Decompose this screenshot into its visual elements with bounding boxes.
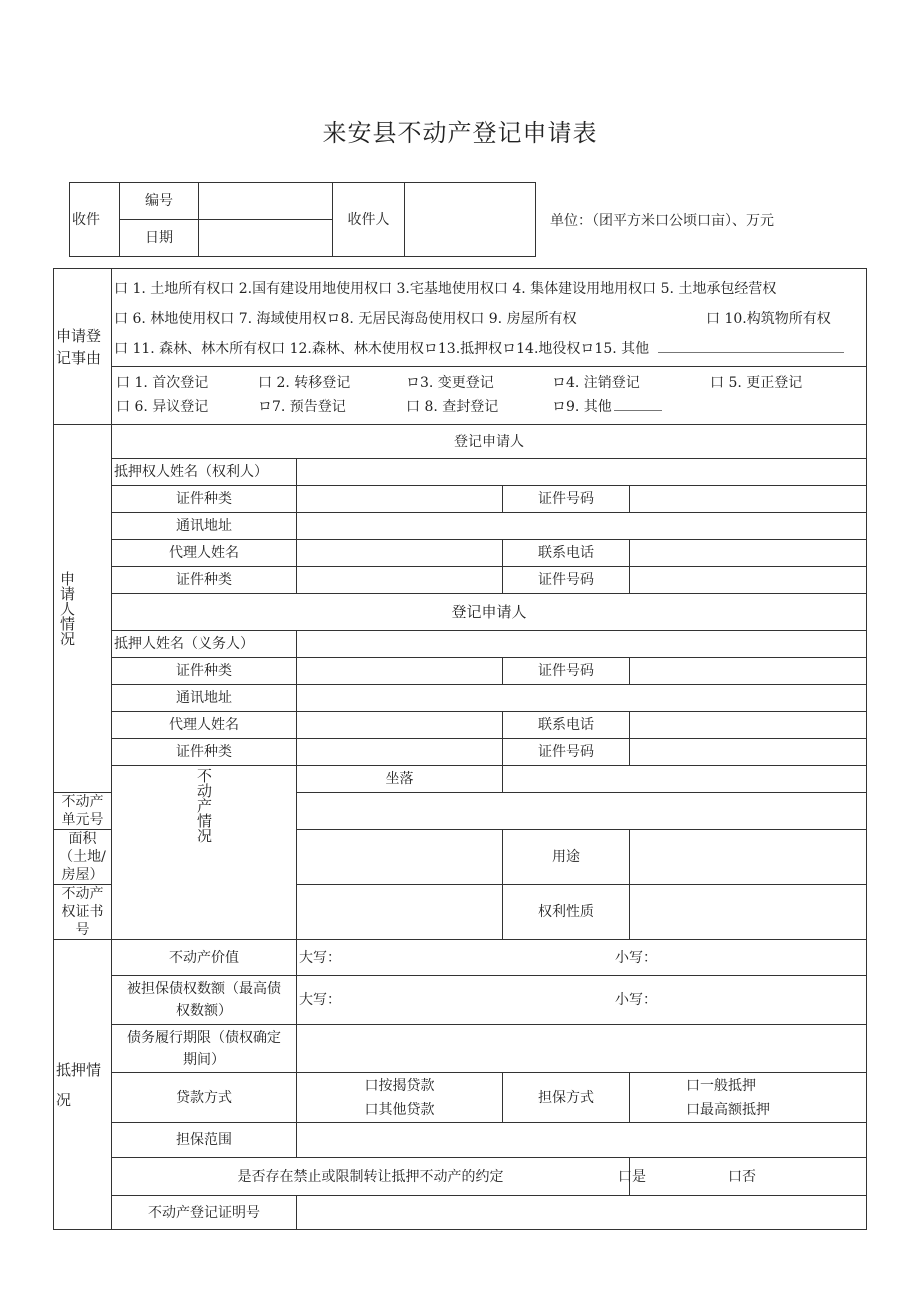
location-field[interactable]	[503, 766, 867, 793]
receiver-label: 收件人	[333, 183, 405, 257]
type-correction[interactable]: 口 5. 更正登记	[710, 374, 803, 391]
restriction-no-option[interactable]: 口否	[728, 1168, 756, 1185]
cert-proof-field[interactable]	[297, 1196, 867, 1230]
a1-agent-id-type-label: 证件种类	[112, 567, 297, 594]
mortgagor-name-label: 抵押人姓名（义务人）	[112, 631, 297, 658]
a1-id-number-field[interactable]	[630, 486, 867, 513]
term-field[interactable]	[297, 1025, 867, 1073]
a2-id-number-field[interactable]	[630, 658, 867, 685]
usage-label: 用途	[503, 830, 630, 885]
unit-note: 单位：（团平方米口公顷口亩）、万元	[550, 213, 774, 229]
type-seizure[interactable]: 口 8. 查封登记	[406, 398, 499, 415]
debt-upper-label: 大写：	[299, 992, 341, 1008]
a1-id-number-label: 证件号码	[503, 486, 630, 513]
type-other[interactable]	[552, 398, 662, 416]
term-line2: 期间）	[183, 1051, 225, 1068]
a2-id-number-label: 证件号码	[503, 658, 630, 685]
date-field[interactable]	[199, 220, 333, 257]
usage-field[interactable]	[630, 830, 867, 885]
debt-lower-label: 小写：	[615, 992, 657, 1008]
value-lower-label: 小写：	[615, 949, 657, 966]
value-field[interactable]	[297, 940, 867, 976]
rights-options	[112, 269, 867, 367]
other-right-blank[interactable]	[658, 340, 844, 353]
rights-line-1[interactable]: 口 1. 土地所有权口 2.国有建设用地使用权口 3.宅基地使用权口 4. 集体建设用地用权口 5. 土地承包经营权	[114, 280, 777, 297]
debt-amount-line1: 被担保债权数额（最高债	[127, 981, 281, 997]
cert-no-field[interactable]	[297, 885, 503, 940]
page-title: 来安县不动产登记申请表	[322, 119, 598, 147]
unit-no-label: 不动产单元号	[54, 793, 112, 830]
restriction-yes-option[interactable]: 口是	[618, 1168, 646, 1185]
a2-agent-label: 代理人姓名	[112, 712, 297, 739]
a1-phone-field[interactable]	[630, 540, 867, 567]
property-section-label: 不动产情况	[112, 766, 297, 940]
number-field[interactable]	[199, 183, 333, 220]
type-cancel[interactable]: ロ4. 注销登记	[552, 374, 640, 391]
type-first[interactable]: 口 1. 首次登记	[116, 374, 209, 391]
a2-agent-field[interactable]	[297, 712, 503, 739]
a2-id-type-field[interactable]	[297, 658, 503, 685]
a1-phone-label: 联系电话	[503, 540, 630, 567]
a2-phone-field[interactable]	[630, 712, 867, 739]
cert-no-label: 不动产权证书号	[54, 885, 112, 940]
applicant1-header: 登记申请人	[112, 425, 867, 459]
a2-address-label: 通讯地址	[112, 685, 297, 712]
registration-types	[112, 367, 867, 425]
debt-amount-line2: 权数额）	[176, 1003, 232, 1019]
restriction-label: 是否存在禁止或限制转让抵押不动产的约定	[112, 1158, 630, 1196]
mortgagee-name-label: 抵押权人姓名（权利人）	[112, 459, 297, 486]
type-change[interactable]: ロ3. 变更登记	[406, 374, 494, 391]
a1-address-label: 通讯地址	[112, 513, 297, 540]
a2-phone-label: 联系电话	[503, 712, 630, 739]
value-label: 不动产价值	[112, 940, 297, 976]
guarantee-method-label: 担保方式	[503, 1073, 630, 1123]
debt-amount-label	[112, 976, 297, 1025]
application-table	[53, 268, 867, 1230]
a2-agent-id-number-field[interactable]	[630, 739, 867, 766]
term-line1: 债务履行期限（债权确定	[127, 1029, 281, 1046]
a1-agent-id-number-field[interactable]	[630, 567, 867, 594]
loan-method-options	[297, 1073, 503, 1123]
type-other-label: ロ9. 其他	[552, 398, 612, 415]
a2-address-field[interactable]	[297, 685, 867, 712]
term-label	[112, 1025, 297, 1073]
unit-no-field[interactable]	[297, 793, 867, 830]
rights-line-2[interactable]: 口 6. 林地使用权口 7. 海域使用权ロ8. 无居民海岛使用权口 9. 房屋所有权	[114, 310, 577, 327]
right-nature-field[interactable]	[630, 885, 867, 940]
right-10-option[interactable]: 口 10.构筑物所有权	[706, 310, 831, 327]
type-transfer[interactable]: 口 2. 转移登记	[258, 374, 351, 391]
reason-section-label: 申请登记事由	[54, 269, 112, 425]
type-objection[interactable]: 口 6. 异议登记	[116, 398, 209, 415]
debt-amount-field[interactable]	[297, 976, 867, 1025]
scope-field[interactable]	[297, 1123, 867, 1158]
a2-id-type-label: 证件种类	[112, 658, 297, 685]
mortgagor-name-field[interactable]	[297, 631, 867, 658]
a1-agent-id-type-field[interactable]	[297, 567, 503, 594]
a1-agent-label: 代理人姓名	[112, 540, 297, 567]
loan-other-option[interactable]: 口其他贷款	[364, 1101, 435, 1118]
a1-id-type-label: 证件种类	[112, 486, 297, 513]
loan-method-label: 贷款方式	[112, 1073, 297, 1123]
guar-max-option[interactable]: 口最高额抵押	[686, 1101, 770, 1118]
area-label: 面积（土地/房屋）	[54, 830, 112, 885]
receipt-label: 收件	[70, 183, 120, 257]
location-label: 坐落	[297, 766, 503, 793]
mortgage-section-label: 抵押情况	[54, 940, 112, 1230]
a2-agent-id-type-field[interactable]	[297, 739, 503, 766]
a1-agent-field[interactable]	[297, 540, 503, 567]
a1-address-field[interactable]	[297, 513, 867, 540]
guar-general-option[interactable]: 口一般抵押	[686, 1077, 756, 1094]
cert-proof-label: 不动产登记证明号	[112, 1196, 297, 1230]
a1-agent-id-number-label: 证件号码	[503, 567, 630, 594]
receiver-field[interactable]	[405, 183, 536, 257]
a1-id-type-field[interactable]	[297, 486, 503, 513]
guarantee-method-options	[630, 1073, 867, 1123]
scope-label: 担保范围	[112, 1123, 297, 1158]
type-advance[interactable]: ロ7. 预告登记	[258, 398, 346, 415]
right-nature-label: 权利性质	[503, 885, 630, 940]
a2-agent-id-type-label: 证件种类	[112, 739, 297, 766]
a2-agent-id-number-label: 证件号码	[503, 739, 630, 766]
date-label: 日期	[120, 220, 199, 257]
area-field[interactable]	[297, 830, 503, 885]
rights-line-3[interactable]: 口 11. 森林、林木所有权口 12.森林、林木使用权ロ13.抵押权ロ14.地役权ロ15. 其他	[114, 340, 650, 357]
loan-mortgage-option[interactable]: 口按揭贷款	[364, 1077, 435, 1094]
mortgagee-name-field[interactable]	[297, 459, 867, 486]
receipt-table	[69, 182, 536, 257]
applicant2-header: 登记申请人	[112, 594, 867, 631]
restriction-options	[618, 1158, 867, 1196]
value-upper-label: 大写：	[299, 949, 341, 966]
number-label: 编号	[120, 183, 199, 220]
type-other-blank[interactable]	[614, 398, 662, 411]
applicant-section-label: 申请人情况	[54, 425, 112, 793]
